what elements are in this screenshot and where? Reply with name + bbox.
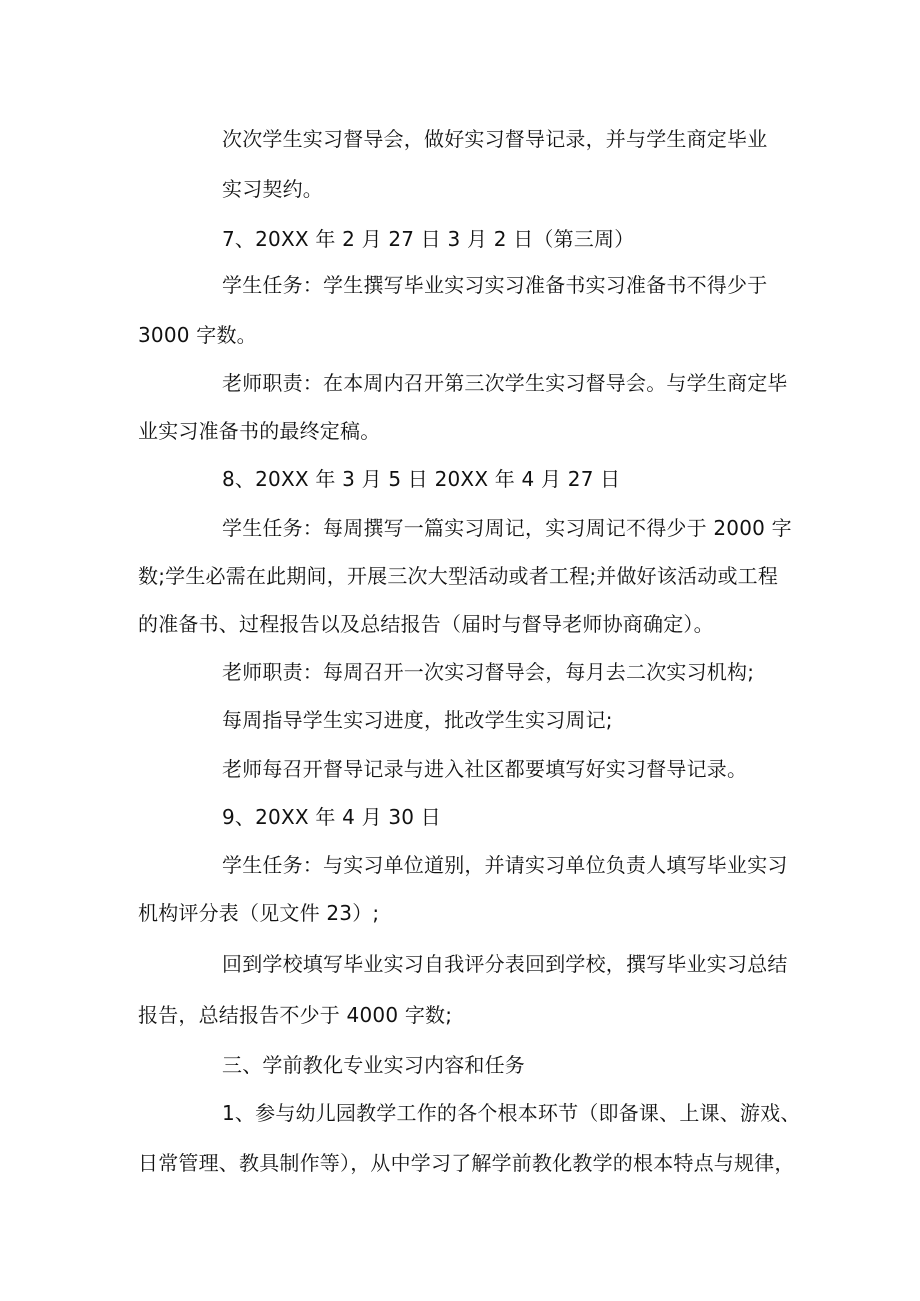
paragraph-line: 数;学生必需在此期间，开展三次大型活动或者工程;并做好该活动或工程 [138,564,779,588]
paragraph-line: 机构评分表（见文件 23）; [138,901,380,925]
paragraph-line: 学生任务：每周撰写一篇实习周记，实习周记不得少于 2000 字 [222,516,792,540]
paragraph-line: 的准备书、过程报告以及总结报告（届时与督导老师协商确定）。 [138,612,714,636]
paragraph-line: 报告，总结报告不少于 4000 字数; [138,1003,453,1027]
paragraph-line: 学生任务：学生撰写毕业实习实习准备书实习准备书不得少于 [222,273,768,297]
section-heading-7: 7、20XX 年 2 月 27 日 3 月 2 日（第三周） [222,227,635,251]
paragraph-line: 老师职责：在本周内召开第三次学生实习督导会。与学生商定毕 [222,371,788,395]
paragraph-line: 1、参与幼儿园教学工作的各个根本环节（即备课、上课、游戏、 [222,1101,801,1125]
paragraph-line: 实习契约。 [222,177,323,201]
paragraph-line: 次次学生实习督导会，做好实习督导记录，并与学生商定毕业 [222,127,768,151]
paragraph-line: 老师职责：每周召开一次实习督导会，每月去二次实习机构; [222,660,755,684]
paragraph-line: 老师每召开督导记录与进入社区都要填写好实习督导记录。 [222,757,748,781]
paragraph-line: 业实习准备书的最终定稿。 [138,419,381,443]
paragraph-line: 日常管理、教具制作等），从中学习了解学前教化教学的根本特点与规律， [138,1151,795,1175]
paragraph-line: 每周指导学生实习进度，批改学生实习周记; [222,708,613,732]
section-heading-9: 9、20XX 年 4 月 30 日 [222,805,441,829]
paragraph-line: 学生任务：与实习单位道别，并请实习单位负责人填写毕业实习 [222,853,788,877]
section-heading-8: 8、20XX 年 3 月 5 日 20XX 年 4 月 27 日 [222,467,621,491]
paragraph-line: 3000 字数。 [138,323,257,347]
chapter-heading-3: 三、学前教化专业实习内容和任务 [222,1053,525,1077]
paragraph-line: 回到学校填写毕业实习自我评分表回到学校，撰写毕业实习总结 [222,952,788,976]
